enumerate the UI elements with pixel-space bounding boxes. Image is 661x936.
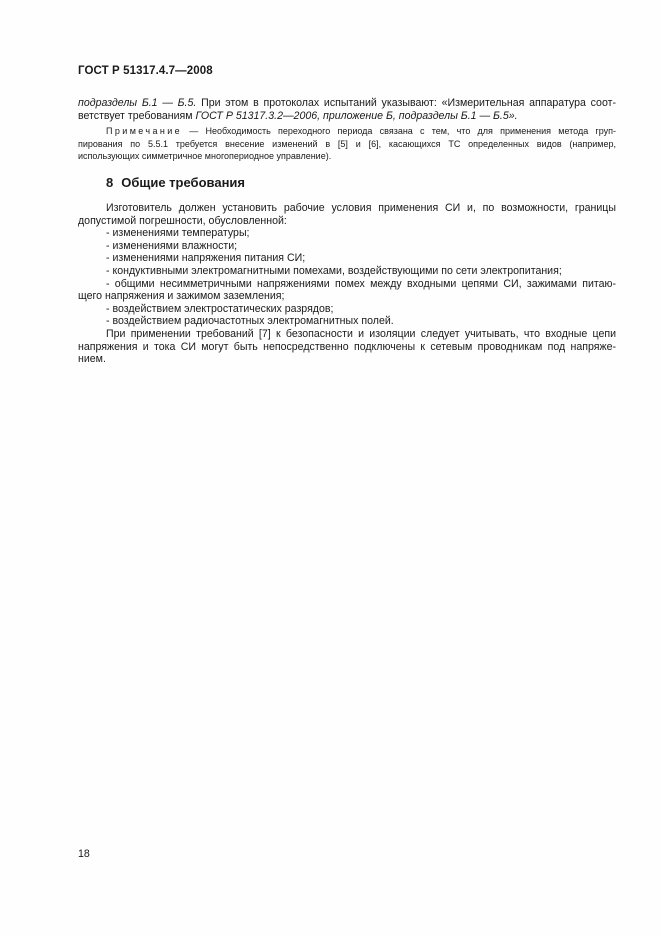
intro-text-2: ветствует требованиям <box>78 109 196 122</box>
intro-line-2 <box>78 110 616 123</box>
list-item: - изменениями температуры; <box>106 227 250 240</box>
section-body <box>78 202 616 366</box>
list-item: - общими несимметричными напряжениями помех между входными цепями СИ, зажимами питаю- <box>106 277 616 290</box>
list-item: - кондуктивными электромагнитными помехами, воздействующими по сети электропитания; <box>106 264 562 277</box>
note-text-1: — Необходимость переходного периода связана с тем, что для применения метода груп- <box>182 126 616 136</box>
body-line: нием. <box>78 353 106 366</box>
list-item: - изменениями напряжения питания СИ; <box>106 252 306 265</box>
body-line: допустимой погрешности, обусловленной: <box>78 214 287 227</box>
body-line: При применении требований [7] к безопасности и изоляции следует учитывать, что входные цепи <box>106 327 616 340</box>
section-title: Общие требования <box>121 175 245 190</box>
intro-ref-italic-2: ГОСТ Р 51317.3.2—2006, приложение Б, подразделы Б.1 — Б.5». <box>195 109 518 122</box>
note-paragraph <box>78 125 616 163</box>
page-number: 18 <box>78 848 90 860</box>
body-line: Изготовитель должен установить рабочие условия применения СИ и, по возможности, границы <box>106 202 616 214</box>
list-item: - изменениями влажности; <box>106 239 238 252</box>
intro-ref-italic: подразделы Б.1 — Б.5. <box>78 97 197 109</box>
intro-line-1 <box>78 97 616 110</box>
document-header: ГОСТ Р 51317.4.7—2008 <box>78 65 213 77</box>
list-item: - воздействием электростатических разрядов; <box>106 302 334 315</box>
note-label: Примечание <box>106 126 183 136</box>
note-line-2: пирования по 5.5.1 требуется внесение изменений в [5] и [6], касающихся ТС определенных видов (например, <box>78 138 616 149</box>
list-item-continuation: щего напряжения и зажимом заземления; <box>78 290 285 303</box>
section-heading <box>106 175 245 190</box>
intro-text: При этом в протоколах испытаний указывают: «Измерительная аппаратура соот- <box>196 97 616 109</box>
list-item: - воздействием радиочастотных электромагнитных полей. <box>106 315 394 328</box>
intro-paragraph <box>78 97 616 122</box>
note-line-1 <box>78 125 616 138</box>
body-line: напряжения и тока СИ могут быть непосредственно подключены к сетевым проводникам под напряже- <box>78 340 616 353</box>
section-number: 8 <box>106 175 114 190</box>
note-line-3: использующих симметричное многопериодное управление). <box>78 151 332 162</box>
